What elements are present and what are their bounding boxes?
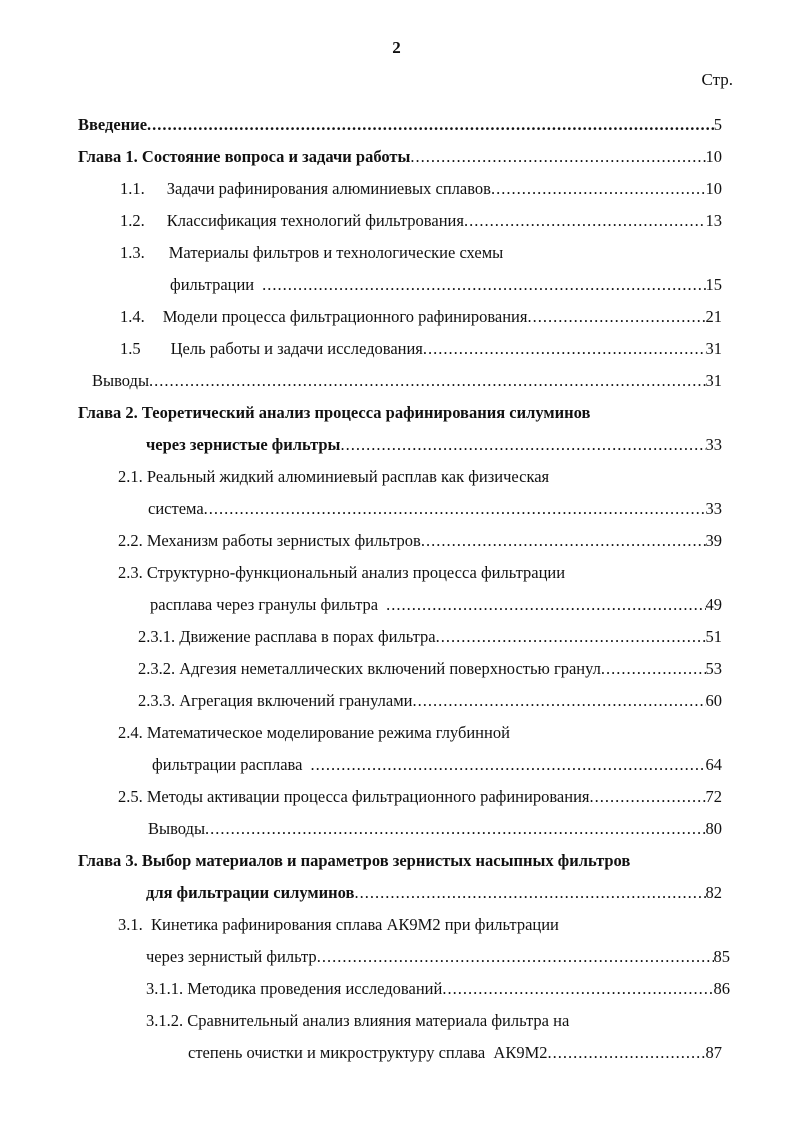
toc-entry-2-3-3: 2.3.3. Агрегация включений гранулами ..... 60: [138, 690, 722, 712]
toc-entry-2-4: 2.4. Математическое моделирование режима глубинной: [118, 723, 510, 742]
toc-entry-conclusions-2: Выводы ..... 80: [148, 818, 722, 840]
page-column-header: Стр.: [701, 70, 733, 89]
toc-entry-3-1-1: 3.1.1. Методика проведения исследований ..... 86: [146, 978, 730, 1000]
toc-entry-introduction: Введение ..... 5: [78, 114, 722, 136]
toc-entry-chapter-2-cont: через зернистые фильтры ..... 33: [146, 434, 722, 456]
toc-entry-2-3-2: 2.3.2. Адгезия неметаллических включений поверхностью гранул ..... 53: [138, 658, 722, 680]
toc-entry-1-4: 1.4. Модели процесса фильтрационного рафинирования ..... 21: [120, 306, 722, 328]
toc-entry-chapter-3-cont: для фильтрации силуминов ..... 82: [146, 882, 722, 904]
toc-entry-2-5: 2.5. Методы активации процесса фильтрационного рафинирования ..... 72: [118, 786, 722, 808]
toc-entry-1-3: 1.3. Материалы фильтров и технологические схемы: [120, 243, 504, 262]
toc-entry-1-3-cont: фильтрации ..... 15: [170, 274, 722, 296]
page-number: 2: [392, 38, 401, 57]
toc-entry-1-1: 1.1. Задачи рафинирования алюминиевых сплавов ..... 10: [120, 178, 722, 200]
toc-entry-1-2: 1.2. Классификация технологий фильтрования ..... 13: [120, 210, 722, 232]
toc-entry-2-1-cont: система ..... 33: [148, 498, 722, 520]
toc-entry-2-2: 2.2. Механизм работы зернистых фильтров ..... 39: [118, 530, 722, 552]
toc-entry-3-1-2: 3.1.2. Сравнительный анализ влияния материала фильтра на: [146, 1011, 570, 1030]
toc-entry-2-1: 2.1. Реальный жидкий алюминиевый расплав как физическая: [118, 467, 550, 486]
toc-entry-2-4-cont: фильтрации расплава ..... 64: [152, 754, 722, 776]
toc-entry-chapter-1: Глава 1. Состояние вопроса и задачи работы ..... 10: [78, 146, 722, 168]
toc-entry-2-3-cont: расплава через гранулы фильтра ..... 49: [150, 594, 722, 616]
toc-entry-1-5: 1.5 Цель работы и задачи исследования ..... 31: [120, 338, 722, 360]
toc-entry-conclusions-1: Выводы ..... 31: [92, 370, 722, 392]
toc-entry-3-1-cont: через зернистый фильтр ..... 85: [146, 946, 730, 968]
toc-entry-2-3-1: 2.3.1. Движение расплава в порах фильтра ..... 51: [138, 626, 722, 648]
toc-entry-3-1-2-cont: степень очистки и микроструктуру сплава АК9М2 ..... 87: [188, 1042, 722, 1064]
toc-entry-chapter-2: Глава 2. Теоретический анализ процесса рафинирования силуминов: [78, 403, 591, 422]
toc-entry-chapter-3: Глава 3. Выбор материалов и параметров зернистых насыпных фильтров: [78, 851, 631, 870]
toc-entry-3-1: 3.1. Кинетика рафинирования сплава АК9М2 при фильтрации: [118, 915, 559, 934]
toc-entry-2-3: 2.3. Структурно-функциональный анализ процесса фильтрации: [118, 563, 566, 582]
